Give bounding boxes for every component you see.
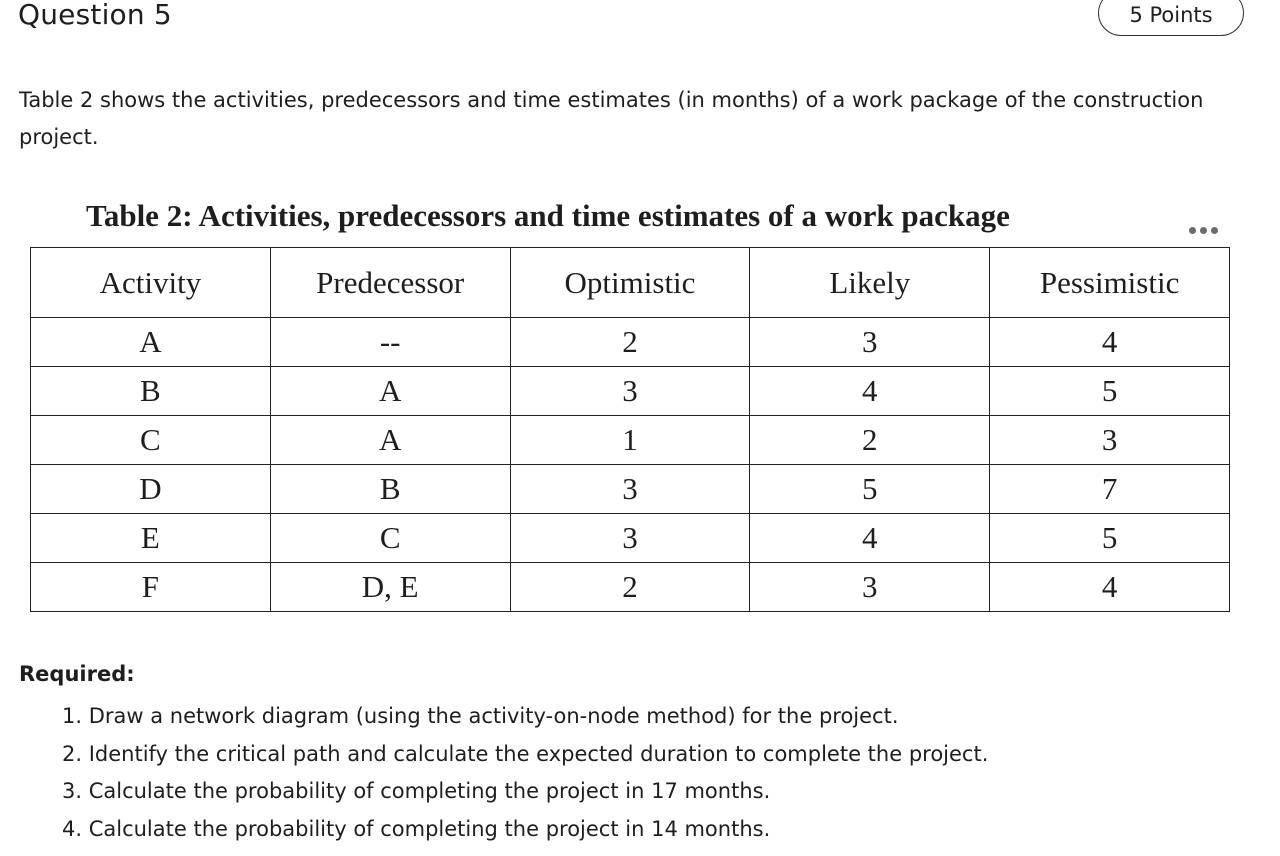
cell-activity: D: [31, 465, 271, 514]
cell-predecessor: C: [270, 514, 510, 563]
intro-text: Table 2 shows the activities, predecessors and time estimates (in months) of a work package of the construction project.: [19, 88, 1204, 149]
cell-pessimistic: 5: [990, 367, 1230, 416]
cell-likely: 3: [750, 563, 990, 612]
header-optimistic: Optimistic: [510, 248, 750, 318]
dot: [1211, 227, 1218, 234]
cell-activity: A: [31, 318, 271, 367]
cell-activity: E: [31, 514, 271, 563]
cell-activity: B: [31, 367, 271, 416]
table-row: [31, 465, 1230, 514]
cell-likely: 4: [750, 367, 990, 416]
cell-likely: 5: [750, 465, 990, 514]
required-item: 1. Draw a network diagram (using the activity-on-node method) for the project.: [62, 704, 899, 728]
table-header-row: [31, 248, 1230, 318]
cell-predecessor: B: [270, 465, 510, 514]
more-options-icon[interactable]: [1189, 220, 1223, 240]
header-activity: Activity: [31, 248, 271, 318]
cell-pessimistic: 5: [990, 514, 1230, 563]
table-row: [31, 318, 1230, 367]
cell-likely: 2: [750, 416, 990, 465]
cell-activity: C: [31, 416, 271, 465]
cell-pessimistic: 3: [990, 416, 1230, 465]
cell-pessimistic: 7: [990, 465, 1230, 514]
table-caption: Table 2: Activities, predecessors and time estimates of a work package: [86, 198, 1010, 233]
required-item: 3. Calculate the probability of completing the project in 17 months.: [62, 779, 771, 803]
dot: [1189, 227, 1196, 234]
activities-table: [30, 247, 1230, 612]
required-item: 2. Identify the critical path and calculate the expected duration to complete the project.: [62, 741, 989, 766]
cell-optimistic: 1: [510, 416, 750, 465]
cell-predecessor: D, E: [270, 563, 510, 612]
table-row: [31, 514, 1230, 563]
cell-likely: 3: [750, 318, 990, 367]
cell-optimistic: 2: [510, 318, 750, 367]
dot: [1200, 227, 1207, 234]
table-row: [31, 367, 1230, 416]
cell-activity: F: [31, 563, 271, 612]
cell-predecessor: A: [270, 367, 510, 416]
header-likely: Likely: [750, 248, 990, 318]
cell-predecessor: --: [270, 318, 510, 367]
cell-optimistic: 2: [510, 563, 750, 612]
required-list: [62, 698, 988, 848]
header-predecessor: Predecessor: [270, 248, 510, 318]
table-row: [31, 416, 1230, 465]
table-row: [31, 563, 1230, 612]
required-label: Required:: [19, 662, 135, 686]
header-pessimistic: Pessimistic: [990, 248, 1230, 318]
cell-optimistic: 3: [510, 367, 750, 416]
required-item: 4. Calculate the probability of completing the project in 14 months.: [62, 816, 771, 841]
cell-predecessor: A: [270, 416, 510, 465]
cell-likely: 4: [750, 514, 990, 563]
cell-optimistic: 3: [510, 514, 750, 563]
cell-pessimistic: 4: [990, 318, 1230, 367]
points-badge: 5 Points: [1098, 0, 1244, 36]
cell-optimistic: 3: [510, 465, 750, 514]
cell-pessimistic: 4: [990, 563, 1230, 612]
question-title: Question 5: [18, 0, 172, 31]
